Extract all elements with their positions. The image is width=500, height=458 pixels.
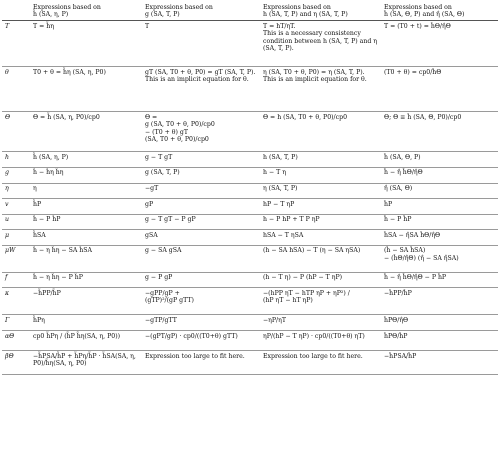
cell-expression: ĥ − P ĥP — [381, 214, 498, 230]
cell-expression: (ĥ − SA ĥSA) − (ĥΘ/η̂Θ) (η̂ − SA η̂SA) — [381, 245, 498, 272]
cell-expression: hP − T ηP — [260, 199, 381, 215]
cell-expression: T = hT/ηT. This is a necessary consistency condition between h (SA, T, P) and η (SA, T, P). — [260, 21, 381, 67]
cell-expression: Θ = h̃ (SA, η, P0)/cp0 — [30, 112, 142, 152]
row-symbol: θ — [2, 67, 30, 112]
cell-expression: ĥP — [381, 199, 498, 215]
header-enthalpy-conservative-temp: Expressions based on ĥ (SA, Θ, P) and η̂ (SA, Θ) — [381, 3, 498, 21]
cell-expression: η — [30, 183, 142, 199]
cell-expression: h − T η — [260, 167, 381, 183]
cell-expression: gP — [142, 199, 260, 215]
table-row — [2, 351, 498, 375]
cell-expression: g − T gT — [142, 152, 260, 168]
cell-expression: h − P hP + T P ηP — [260, 214, 381, 230]
cell-expression: (h − SA hSA) − T (η − SA ηSA) — [260, 245, 381, 272]
row-symbol: g — [2, 167, 30, 183]
cell-expression: h̃ − h̃η h̃η — [30, 167, 142, 183]
row-symbol: h — [2, 152, 30, 168]
table-row — [2, 67, 498, 112]
row-symbol: μW — [2, 245, 30, 272]
cell-expression: ηP/(hP − T ηP) · cp0/((T0+θ) ηT) — [260, 331, 381, 351]
row-symbol: μ — [2, 230, 30, 246]
cell-expression: (h − T η) − P (hP − T ηP) — [260, 272, 381, 288]
cell-expression: ĥ − η̂ ĥΘ/η̂Θ − P ĥP — [381, 272, 498, 288]
cell-expression: ĥSA − η̂SA ĥΘ/η̂Θ — [381, 230, 498, 246]
row-symbol: f — [2, 272, 30, 288]
row-symbol: v — [2, 199, 30, 215]
table-row — [2, 152, 498, 168]
row-symbol: Θ — [2, 112, 30, 152]
cell-expression: h̃P — [30, 199, 142, 215]
cell-expression: (T0 + θ) = cp0/ĥΘ — [381, 67, 498, 112]
cell-expression: g − T gT − P gP — [142, 214, 260, 230]
row-symbol: κ — [2, 288, 30, 315]
table-row — [2, 245, 498, 272]
cell-expression: η (SA, T0 + θ, P0) = η (SA, T, P). This is an implicit equation for θ. — [260, 67, 381, 112]
cell-expression: η (SA, T, P) — [260, 183, 381, 199]
cell-expression: −h̃PSA/h̃P + h̃Pη/h̃P · h̃SA(SA, η, P0)/h̃η(SA, η, P0) — [30, 351, 142, 375]
table-row — [2, 315, 498, 331]
cell-expression: Θ = h (SA, T0 + θ, P0)/cp0 — [260, 112, 381, 152]
cell-expression: h̃ (SA, η, P) — [30, 152, 142, 168]
cell-expression: hSA − T ηSA — [260, 230, 381, 246]
cell-expression: T0 + θ = h̃η (SA, η, P0) — [30, 67, 142, 112]
expressions-table — [2, 3, 498, 375]
cell-expression: Θ = g (SA, T0 + θ, P0)/cp0 − (T0 + θ) gT (SA, T0 + θ, P0)/cp0 — [142, 112, 260, 152]
cell-expression: g (SA, T, P) — [142, 167, 260, 183]
row-symbol: βΘ — [2, 351, 30, 375]
cell-expression: T — [142, 21, 260, 67]
cell-expression: gT (SA, T0 + θ, P0) = gT (SA, T, P). This is an implicit equation for θ. — [142, 67, 260, 112]
table-row — [2, 288, 498, 315]
cell-expression: ĥPΘ/η̂Θ — [381, 315, 498, 331]
table-row — [2, 272, 498, 288]
cell-expression: cp0 h̃Pη / (h̃P h̃η(SA, η, P0)) — [30, 331, 142, 351]
cell-expression: h̃ − P h̃P — [30, 214, 142, 230]
cell-expression: T = h̃η — [30, 21, 142, 67]
cell-expression: −ĥPP/ĥP — [381, 288, 498, 315]
row-symbol: αΘ — [2, 331, 30, 351]
cell-expression: T = (T0 + t) = ĥΘ/η̂Θ — [381, 21, 498, 67]
row-symbol: η — [2, 183, 30, 199]
cell-expression: h (SA, T, P) — [260, 152, 381, 168]
cell-expression: −ηP/ηT — [260, 315, 381, 331]
cell-expression: g − P gP — [142, 272, 260, 288]
cell-expression: η̂ (SA, Θ) — [381, 183, 498, 199]
table-row — [2, 167, 498, 183]
cell-expression: −gT — [142, 183, 260, 199]
cell-expression: gSA — [142, 230, 260, 246]
header-enthalpy-temperature: Expressions based on h (SA, T, P) and η (SA, T, P) — [260, 3, 381, 21]
header-gibbs: Expressions based on g (SA, T, P) — [142, 3, 260, 21]
table-row — [2, 199, 498, 215]
cell-expression: Θ; Θ ≡ ĥ (SA, Θ, P0)/cp0 — [381, 112, 498, 152]
table-row — [2, 331, 498, 351]
row-symbol: u — [2, 214, 30, 230]
cell-expression: ĥPΘ/ĥP — [381, 331, 498, 351]
header-symbol — [2, 3, 30, 21]
header-enthalpy-entropy: Expressions based on h̃ (SA, η, P) — [30, 3, 142, 21]
table-row — [2, 112, 498, 152]
cell-expression: h̃ − η h̃η − P h̃P — [30, 272, 142, 288]
cell-expression: h̃Pη — [30, 315, 142, 331]
cell-expression: −gPP/gP + (gTP)²/(gP gTT) — [142, 288, 260, 315]
cell-expression: −(hPP ηT − hTP ηP + ηP²) / (hP ηT − hT ηP) — [260, 288, 381, 315]
table-row — [2, 183, 498, 199]
cell-expression: g − SA gSA — [142, 245, 260, 272]
cell-expression: Expression too large to fit here. — [142, 351, 260, 375]
row-symbol: T — [2, 21, 30, 67]
table-row — [2, 230, 498, 246]
table-row — [2, 21, 498, 67]
cell-expression: ĥ − η̂ ĥΘ/η̂Θ — [381, 167, 498, 183]
cell-expression: −ĥPSA/ĥP — [381, 351, 498, 375]
cell-expression: −(gPT/gP) · cp0/((T0+θ) gTT) — [142, 331, 260, 351]
row-symbol: Γ — [2, 315, 30, 331]
cell-expression: ĥ (SA, Θ, P) — [381, 152, 498, 168]
cell-expression: h̃ − η h̃η − SA h̃SA — [30, 245, 142, 272]
cell-expression: −h̃PP/h̃P — [30, 288, 142, 315]
cell-expression: h̃SA — [30, 230, 142, 246]
header-row — [2, 3, 498, 21]
cell-expression: −gTP/gTT — [142, 315, 260, 331]
cell-expression: Expression too large to fit here. — [260, 351, 381, 375]
table-row — [2, 214, 498, 230]
